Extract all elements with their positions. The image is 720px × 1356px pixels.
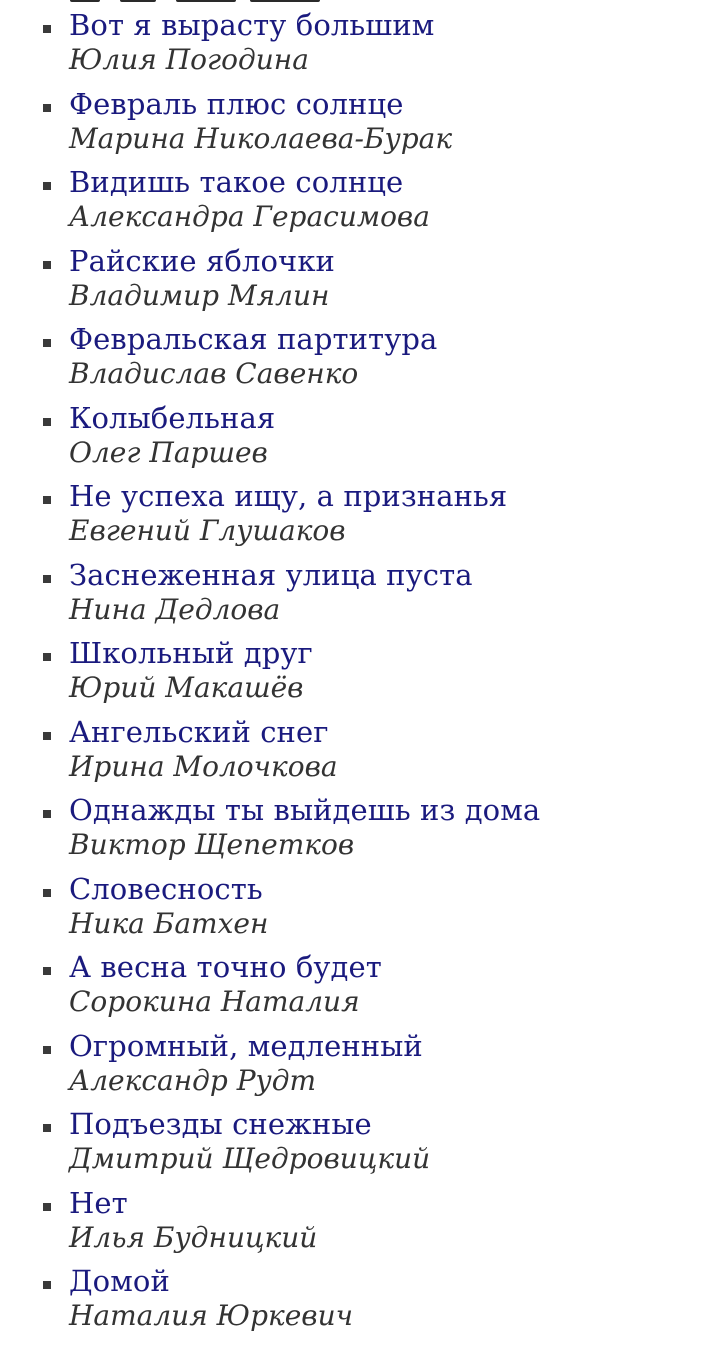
poem-author: Владислав Савенко bbox=[69, 357, 359, 390]
list-item bbox=[0, 713, 720, 792]
poem-title-link[interactable]: Февральская партитура bbox=[69, 322, 438, 356]
poem-author: Владимир Мялин bbox=[69, 278, 330, 312]
poem-title-link[interactable]: Домой bbox=[69, 1264, 170, 1298]
bullet-icon bbox=[43, 182, 51, 190]
poem-author: Дмитрий Щедровицкий bbox=[69, 1142, 431, 1175]
bullet-icon bbox=[43, 339, 51, 347]
poem-title-link[interactable]: Подъезды снежные bbox=[69, 1107, 372, 1141]
bullet-icon bbox=[43, 1203, 51, 1211]
poem-author: Илья Будницкий bbox=[69, 1220, 318, 1254]
list-item bbox=[0, 477, 720, 556]
poem-title-link[interactable]: Школьный друг bbox=[69, 636, 313, 670]
poem-author: Ника Батхен bbox=[69, 906, 269, 940]
list-item bbox=[0, 791, 720, 870]
poem-title-link[interactable]: Февраль плюс солнце bbox=[69, 86, 404, 121]
list-item bbox=[0, 634, 720, 713]
list-item bbox=[0, 556, 720, 635]
bullet-icon bbox=[43, 889, 51, 897]
poem-author: Александр Рудт bbox=[69, 1063, 317, 1097]
bullet-icon bbox=[43, 104, 51, 112]
list-item bbox=[0, 870, 720, 949]
poem-title-link[interactable]: Вот я вырасту большим bbox=[69, 8, 435, 42]
poem-title-link[interactable]: Ангельский снег bbox=[69, 714, 329, 749]
list-item bbox=[0, 242, 720, 321]
list-item bbox=[0, 399, 720, 478]
poem-author: Александра Герасимова bbox=[69, 200, 430, 233]
poem-author: Наталия Юркевич bbox=[69, 1299, 354, 1332]
list-item bbox=[0, 1027, 720, 1106]
bullet-icon bbox=[43, 653, 51, 661]
list-item bbox=[0, 6, 720, 85]
poem-author: Олег Паршев bbox=[69, 435, 268, 469]
list-item bbox=[0, 948, 720, 1027]
poem-author: Ирина Молочкова bbox=[69, 749, 338, 783]
poem-author: Юрий Макашёв bbox=[69, 671, 304, 704]
bullet-icon bbox=[43, 496, 51, 504]
bullet-icon bbox=[43, 1281, 51, 1289]
bullet-icon bbox=[43, 261, 51, 269]
poem-author: Евгений Глушаков bbox=[69, 514, 346, 547]
bullet-icon bbox=[43, 25, 51, 33]
list-item bbox=[0, 1184, 720, 1263]
list-item bbox=[0, 320, 720, 399]
bullet-icon bbox=[43, 810, 51, 818]
bullet-icon bbox=[43, 732, 51, 740]
list-item bbox=[0, 1262, 720, 1341]
list-item bbox=[0, 85, 720, 164]
poem-author: Юлия Погодина bbox=[69, 43, 309, 76]
poem-title-link[interactable]: Огромный, медленный bbox=[69, 1028, 423, 1063]
poem-title-link[interactable]: Заснеженная улица пуста bbox=[69, 557, 473, 592]
poem-title-link[interactable]: Словесность bbox=[69, 871, 263, 906]
bullet-icon bbox=[43, 1124, 51, 1132]
poem-title-link[interactable]: А весна точно будет bbox=[69, 950, 382, 984]
poem-title-link[interactable]: Райские яблочки bbox=[69, 243, 335, 278]
bullet-icon bbox=[43, 418, 51, 426]
poem-title-link[interactable]: Видишь такое солнце bbox=[69, 165, 404, 199]
poem-author: Сорокина Наталия bbox=[69, 985, 360, 1018]
bullet-icon bbox=[43, 575, 51, 583]
bullet-icon bbox=[43, 967, 51, 975]
poem-author: Виктор Щепетков bbox=[69, 828, 355, 861]
list-item bbox=[0, 163, 720, 242]
poem-author: Нина Дедлова bbox=[69, 592, 281, 626]
poem-title-link[interactable]: Однажды ты выйдешь из дома bbox=[69, 793, 541, 827]
poem-title-link[interactable]: Нет bbox=[69, 1185, 128, 1220]
list-item bbox=[0, 1105, 720, 1184]
poem-author: Марина Николаева-Бурак bbox=[69, 121, 453, 155]
bullet-icon bbox=[43, 1046, 51, 1054]
poem-title-link[interactable]: Не успеха ищу, а признанья bbox=[69, 479, 508, 513]
poem-title-link[interactable]: Колыбельная bbox=[69, 400, 276, 435]
poem-list bbox=[0, 6, 720, 1341]
